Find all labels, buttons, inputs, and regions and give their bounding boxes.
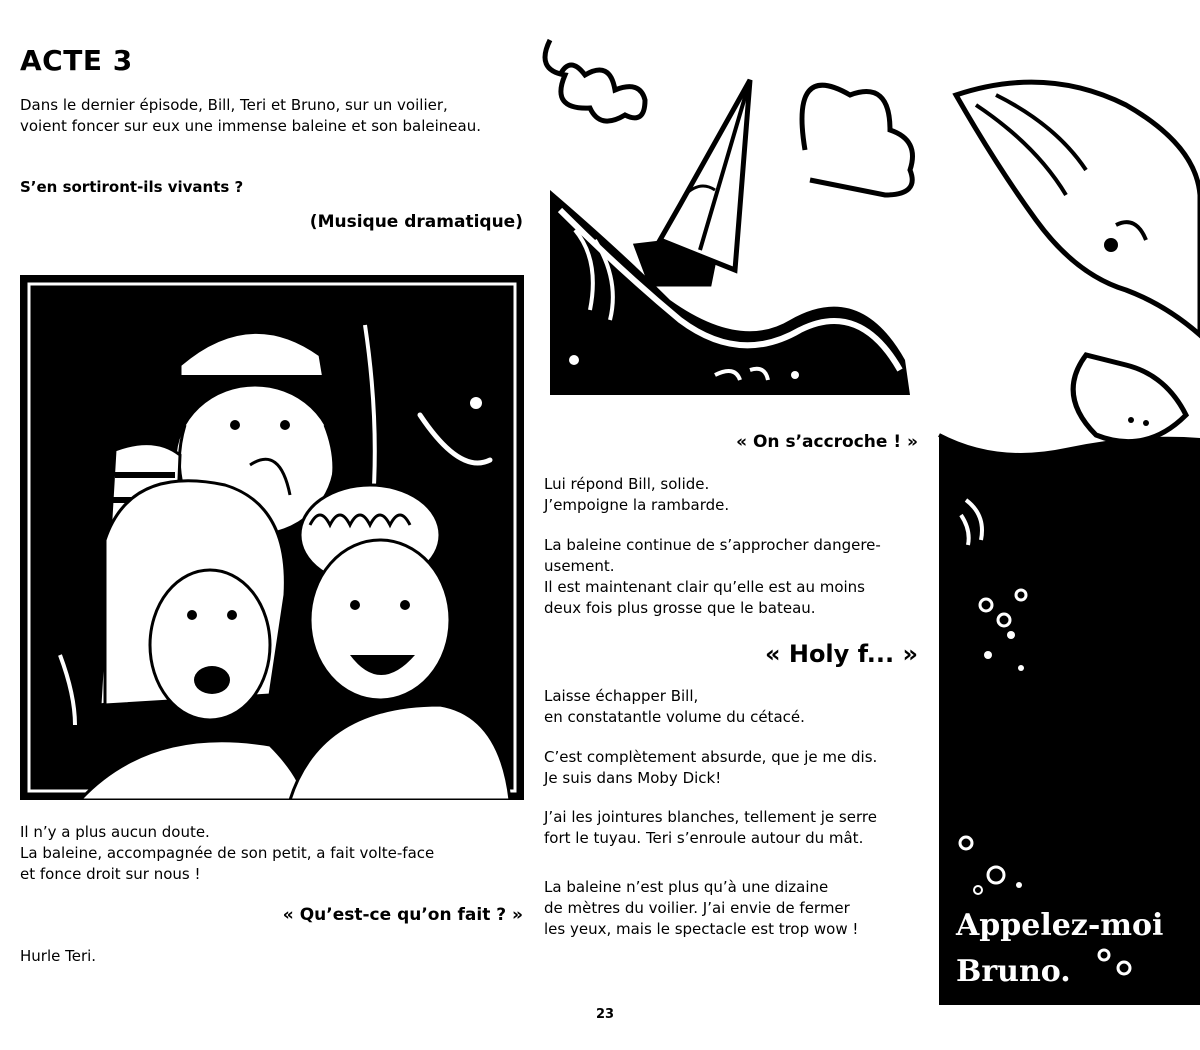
- bill-quote-1: « On s’accroche ! »: [736, 432, 918, 452]
- middle-paragraph-5: J’ai les jointures blanches, tellement je serre fort le tuyau. Teri s’enroule autour du mât.: [544, 808, 877, 847]
- speaker-line: Hurle Teri.: [20, 947, 97, 965]
- teri-quote: « Qu’est-ce qu’on fait ? »: [282, 905, 523, 925]
- middle-paragraph-6: La baleine n’est plus qu’à une dizaine de mètres du voilier. J’ai envie de fermer les yeux, mais le spectacle est trop wow !: [544, 878, 859, 938]
- intro-paragraph: Dans le dernier épisode, Bill, Teri et Bruno, sur un voilier, voient foncer sur eux une immense baleine et son baleineau.: [20, 96, 481, 135]
- middle-paragraph-2: La baleine continue de s’approcher dangere- usement. Il est maintenant clair qu’elle est au moins deux fois plus grosse que le bateau.: [544, 536, 881, 617]
- panel-followup-paragraph: Il n’y a plus aucun doute. La baleine, accompagnée de son petit, a fait volte-face et fonce droit sur nous !: [20, 823, 435, 883]
- whale-illustration: [936, 75, 1200, 1005]
- middle-paragraph-1: Lui répond Bill, solide. J’empoigne la rambarde.: [544, 475, 730, 514]
- chapter-title: ACTE 3: [20, 44, 133, 77]
- boat-on-wave-illustration: [540, 20, 920, 415]
- music-cue: (Musique dramatique): [309, 212, 523, 232]
- bill-quote-2: « Holy f... »: [765, 640, 918, 668]
- question-text: S’en sortiront-ils vivants ?: [20, 178, 244, 196]
- whale-caption: Appelez-moi Bruno.: [956, 908, 1164, 989]
- middle-paragraph-3: Laisse échapper Bill, en constatantle volume du cétacé.: [544, 687, 805, 726]
- page-number: 23: [595, 1007, 615, 1022]
- middle-paragraph-4: C’est complètement absurde, que je me dis. Je suis dans Moby Dick!: [544, 748, 878, 787]
- comic-panel-illustration: [20, 275, 524, 800]
